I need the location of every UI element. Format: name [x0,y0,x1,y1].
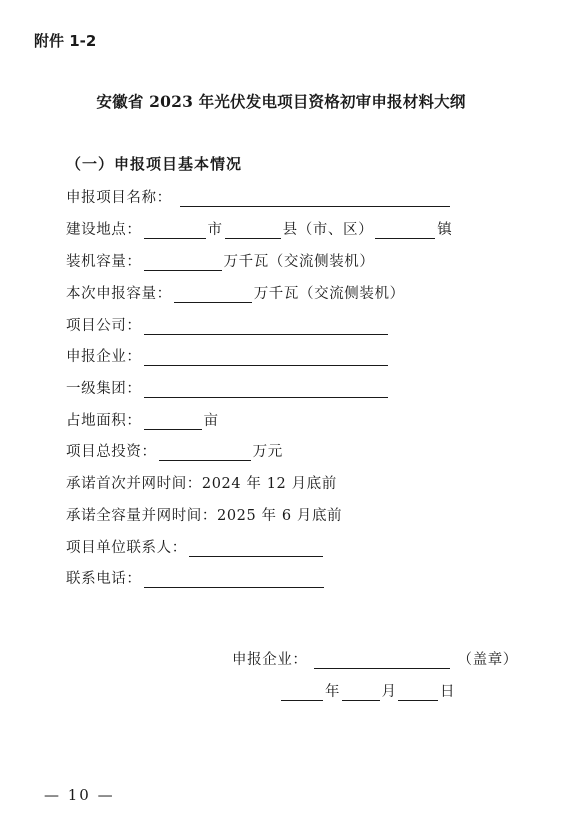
county-blank[interactable] [225,223,281,239]
city-suffix: 市 [207,222,223,238]
signature-blank[interactable] [314,653,450,669]
contact-person-label: 项目单位联系人： [66,540,187,556]
land-area-unit: 亩 [203,413,219,429]
investment-unit: 万元 [252,444,283,460]
applicant-label: 申报企业： [66,349,142,365]
city-blank[interactable] [144,223,206,239]
location-label: 建设地点： [66,222,142,238]
land-area-blank[interactable] [144,414,202,430]
signature-row [232,648,518,669]
project-name-blank[interactable] [180,191,450,207]
contact-person-row [66,536,325,557]
project-company-row [66,314,390,335]
month-blank[interactable] [342,685,380,701]
project-company-blank[interactable] [144,319,388,335]
town-suffix: 镇 [437,222,453,238]
town-blank[interactable] [375,223,435,239]
day-label: 日 [440,684,455,700]
attachment-label: 附件 1-2 [34,32,97,50]
full-grid-text: 承诺全容量并网时间：2025 年 6 月底前 [66,508,343,524]
contact-phone-label: 联系电话： [66,571,142,587]
investment-blank[interactable] [159,445,251,461]
declared-capacity-label: 本次申报容量： [66,286,172,302]
applicant-row [66,345,390,366]
declared-capacity-blank[interactable] [174,287,252,303]
group-row [66,377,390,398]
investment-label: 项目总投资： [66,444,157,460]
contact-person-blank[interactable] [189,541,323,557]
group-label: 一级集团： [66,381,142,397]
section-heading: （一）申报项目基本情况 [66,155,243,173]
land-area-label: 占地面积： [66,413,142,429]
document-title: 安徽省 2023 年光伏发电项目资格初审申报材料大纲 [96,92,466,111]
declared-capacity-unit: 万千瓦（交流侧装机） [253,286,405,302]
first-grid-row [66,472,337,493]
capacity-row [66,250,375,271]
year-blank[interactable] [281,685,323,701]
capacity-unit: 万千瓦（交流侧装机） [223,254,375,270]
contact-phone-row [66,567,326,588]
location-row [66,218,452,239]
first-grid-text: 承诺首次并网时间：2024 年 12 月底前 [66,476,337,492]
capacity-blank[interactable] [144,255,222,271]
month-label: 月 [381,684,396,700]
year-label: 年 [325,684,340,700]
day-blank[interactable] [398,685,438,701]
project-company-label: 项目公司： [66,318,142,334]
contact-phone-blank[interactable] [144,572,324,588]
full-grid-row [66,504,342,525]
project-name-label: 申报项目名称： [66,190,172,206]
county-suffix: 县（市、区） [282,222,374,238]
seal-label: （盖章） [457,652,518,668]
land-area-row [66,409,219,430]
project-name-row [66,186,452,207]
group-blank[interactable] [144,382,388,398]
page-number: — 10 — [44,786,115,804]
capacity-label: 装机容量： [66,254,142,270]
declared-capacity-row [66,282,405,303]
signature-label: 申报企业： [232,652,308,668]
investment-row [66,440,283,461]
applicant-blank[interactable] [144,350,388,366]
date-row [279,680,455,701]
